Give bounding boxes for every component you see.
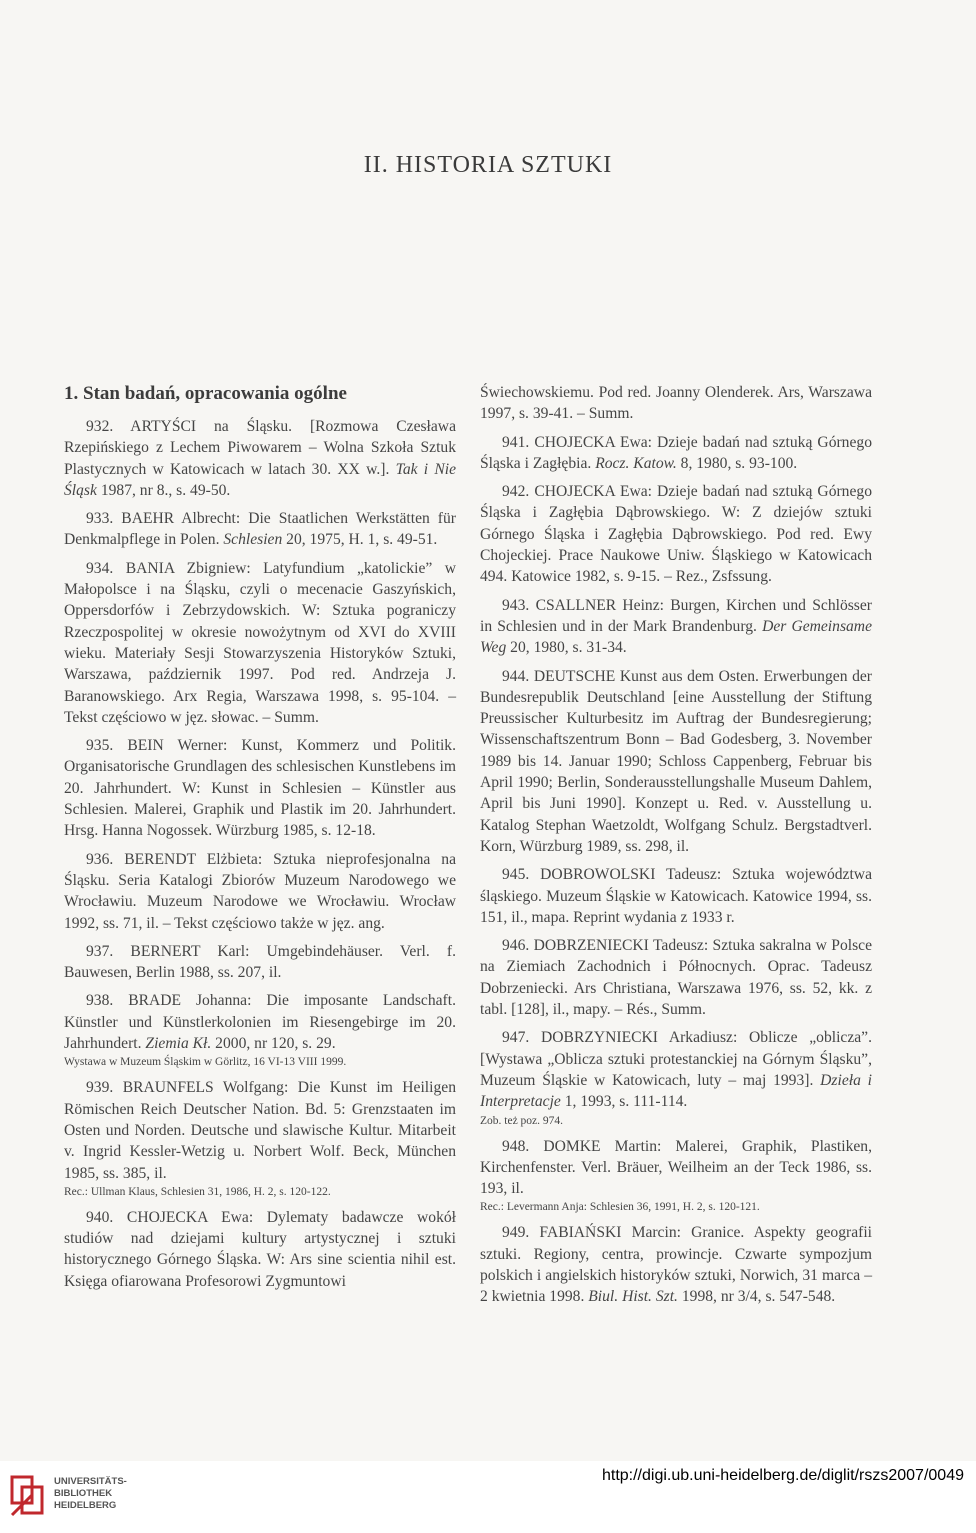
entry-main-text: 938. BRADE Johanna: Die imposante Landschaft. Künstler und Künstlerkolonien im Riesengebirge im 20. Jahrhundert. xyxy=(64,992,456,1053)
library-name-line: HEIDELBERG xyxy=(54,1500,117,1511)
entry-main-text: 949. FABIAŃSKI Marcin: Granice. Aspekty geografii sztuki. Regiony, centra, prowincje. Czwarte sympozjum polskich i angielskich historyków sztuki, Norwich, 31 marca – 2 kwietnia 1998. xyxy=(480,1224,872,1306)
library-name-line: BIBLIOTHEK xyxy=(54,1488,113,1499)
entry-citation-details: 1987, nr 8., s. 49-50. xyxy=(96,481,231,499)
entry-main-text: 939. BRAUNFELS Wolfgang: Die Kunst im Heiligen Römischen Reich Deutscher Nation. Bd. 5: Grenzstaaten im Osten und Norden. Deutsche und slawische Kultur. Mitarbeit v. Ingrid Kessler-Wetzig u. Norbert Wolf. Beck, München 1985, ss. 385, il. xyxy=(64,1079,456,1182)
page-title: II. HISTORIA SZTUKI xyxy=(363,152,613,178)
bibliography-entry xyxy=(480,595,872,659)
entry-main-text: 932. ARTYŚCI na Śląsku. [Rozmowa Czesława Rzepińskiego z Lechem Piwowarem – Wolna Szkoła Sztuk Plastycznych w Katowicach w latach 30. XX w.]. xyxy=(64,418,456,478)
entry-text xyxy=(480,481,872,587)
entry-main-text: 933. BAEHR Albrecht: Die Staatlichen Werkstätten für Denkmalpflege in Polen. xyxy=(64,510,456,549)
entry-text xyxy=(480,1027,872,1112)
entry-text xyxy=(480,1136,872,1200)
bibliography-entry xyxy=(480,864,872,928)
entry-main-text: 943. CSALLNER Heinz: Burgen, Kirchen und Schlösser in Schlesien und in der Mark Brandenburg. xyxy=(480,596,872,635)
bibliography-entry xyxy=(64,849,456,934)
left-column xyxy=(64,382,456,1299)
entry-main-text: 946. DOBRZENIECKI Tadeusz: Sztuka sakralna w Polsce na Ziemiach Zachodnich i Północnych. Oprac. Tadeusz Dobrzeniecki. Ars Christiana, Warszawa 1976, ss. 52, kk. z tabl. [128], il., mapy. – Rés., Summ. xyxy=(480,937,872,1019)
entry-text xyxy=(64,990,456,1054)
entry-journal-title: Ziemia Kł. xyxy=(145,1035,212,1053)
entry-main-text: 936. BERENDT Elżbieta: Sztuka nieprofesjonalna na Śląsku. Seria Katalogi Zbiorów Muzeum Narodowego we Wrocławiu. Muzeum Narodowe we Wrocławiu. Wrocław 1992, ss. 71, il. – Tekst częściowo także w jęz. ang. xyxy=(64,850,456,932)
bibliography-entry xyxy=(480,432,872,475)
entry-journal-title: Biul. Hist. Szt. xyxy=(588,1288,678,1306)
bibliography-entry xyxy=(480,1136,872,1216)
entry-note: Zob. też poz. 974. xyxy=(480,1114,564,1127)
bibliography-entry xyxy=(64,508,456,551)
entry-note: Wystawa w Muzeum Śląskim w Görlitz, 16 VI-13 VIII 1999. xyxy=(64,1056,347,1069)
entry-citation-details: 20, 1980, s. 31-34. xyxy=(506,639,627,657)
entry-journal-title: Schlesien xyxy=(223,531,283,549)
entry-citation-details: 8, 1980, s. 93-100. xyxy=(676,454,798,472)
entry-journal-title: Rocz. Katow. xyxy=(595,454,677,472)
entry-main-text: 944. DEUTSCHE Kunst aus dem Osten. Erwerbungen der Bundesrepublik Deutschland [eine Ausstellung der Stiftung Preussischer Kulturbesitz im Auftrag der Bundesregierung; Wissenschaftszentrum Bonn – Bad Godesberg, 3. November 1989 bis 14. Januar 1990; Schloss Cappenberg, Februar bis April 1990; Berlin, Sonderausstellungshalle Museum Dahlem, April bis Juni 1990]. Konzept u. Red. v. Ausstellung u. Katalog Stephan Waetzoldt, Wolfgang Schulz. Bergstadtverl. Korn, Würzburg 1989, ss. 298, il. xyxy=(480,667,872,855)
entry-text xyxy=(64,558,456,728)
entry-main-text: 942. CHOJECKA Ewa: Dzieje badań nad sztuką Górnego Śląska i Zagłębia Dąbrowskiego. W: Z dziejów sztuki Górnego Śląska i Zagłębia Dąbrowskiego. Pod red. Ewy Chojeckiej. Prace Naukowe Uniw. Śląskiego w Katowicach 494. Katowice 1982, s. 9-15. – Rez., Zsfssung. xyxy=(480,483,872,586)
entry-text xyxy=(480,432,872,475)
right-entries xyxy=(480,432,872,1308)
bibliography-entry xyxy=(480,935,872,1020)
entry-text xyxy=(64,508,456,551)
entry-text xyxy=(480,935,872,1020)
bibliography-entry xyxy=(480,1027,872,1128)
bibliography-entry xyxy=(64,416,456,501)
bibliography-entry xyxy=(64,1077,456,1199)
entry-journal-title: Dzieła i Interpretacje xyxy=(480,1071,872,1111)
source-url-link[interactable]: http://digi.ub.uni-heidelberg.de/diglit/rszs2007/0049 xyxy=(601,1467,964,1484)
entry-main-text: 935. BEIN Werner: Kunst, Kommerz und Politik. Organisatorische Grundlagen des schlesischen Kunstlebens im 20. Jahrhundert. W: Kunst in Schlesien – Künstler aus Schlesien. Malerei, Graphik und Plastik im 20. Jahrhundert. Hrsg. Hanna Nogossek. Würzburg 1985, s. 12-18. xyxy=(64,737,456,840)
entry-text: Świechowskiemu. Pod red. Joanny Olenderek. Ars, Warszawa 1997, s. 39-41. – Summ. xyxy=(480,384,872,423)
entry-text xyxy=(480,864,872,928)
entry-main-text: 941. CHOJECKA Ewa: Dzieje badań nad sztuką Górnego Śląska i Zagłębia. xyxy=(480,433,872,472)
entry-main-text: 947. DOBRZYNIECKI Arkadiusz: Oblicze „oblicza”. [Wystawa „Oblicza sztuki protestanckiej na Górnym Śląsku”, Muzeum Śląskie w Katowicach, luty – maj 1993]. xyxy=(480,1029,872,1089)
bibliography-entry xyxy=(64,941,456,984)
entry-text xyxy=(64,941,456,984)
entry-main-text: 937. BERNERT Karl: Umgebindehäuser. Verl. f. Bauwesen, Berlin 1988, ss. 207, il. xyxy=(64,942,456,982)
entry-citation-details: 20, 1975, H. 1, s. 49-51. xyxy=(282,531,438,549)
library-name-line: UNIVERSITÄTS- xyxy=(54,1476,127,1487)
section-heading: 1. Stan badań, opracowania ogólne xyxy=(64,383,347,404)
entry-text xyxy=(480,595,872,659)
entry-note: Rec.: Levermann Anja: Schlesien 36, 1991, H. 2, s. 120-121. xyxy=(480,1201,760,1214)
right-column xyxy=(480,382,872,1315)
university-library-logo-icon xyxy=(10,1475,46,1517)
entry-main-text: 948. DOMKE Martin: Malerei, Graphik, Plastiken, Kirchenfenster. Verl. Bräuer, Weilheim an der Teck 1986, ss. 193, il. xyxy=(480,1137,872,1198)
entry-citation-details: 1998, nr 3/4, s. 547-548. xyxy=(677,1288,836,1306)
entry-main-text: 940. CHOJECKA Ewa: Dylematy badawcze wokół studiów nad dziejami kultury artystycznej i sztuki historycznego Górnego Śląska. W: Ars sine scientia nihil est. Księga ofiarowana Profesorowi Zygmuntowi xyxy=(64,1208,456,1290)
entry-citation-details: 2000, nr 120, s. 29. xyxy=(211,1035,336,1053)
entry-main-text: 945. DOBROWOLSKI Tadeusz: Sztuka województwa śląskiego. Muzeum Śląskie w Katowicach. Katowice 1994, ss. 151, il., mapa. Reprint wydania z 1933 r. xyxy=(480,866,872,926)
entry-note: Rec.: Ullman Klaus, Schlesien 31, 1986, H. 2, s. 120-122. xyxy=(64,1185,331,1198)
entry-text xyxy=(480,666,872,858)
bibliography-entry xyxy=(480,1222,872,1307)
entry-journal-title: Tak i Nie Śląsk xyxy=(64,460,456,499)
entry-citation-details: 1, 1993, s. 111-114. xyxy=(560,1093,688,1111)
footer-bar xyxy=(0,1461,976,1533)
bibliography-entry xyxy=(480,481,872,587)
entry-text xyxy=(64,735,456,841)
entry-journal-title: Der Gemeinsame Weg xyxy=(480,617,872,657)
library-name xyxy=(54,1476,127,1512)
entry-text xyxy=(480,1222,872,1307)
left-entries xyxy=(64,416,456,1292)
entry-text xyxy=(64,1207,456,1292)
entry-text xyxy=(64,1077,456,1183)
bibliography-entry xyxy=(64,1207,456,1292)
entry-text xyxy=(64,416,456,501)
bibliography-entry xyxy=(64,735,456,841)
entry-main-text: 934. BANIA Zbigniew: Latyfundium „katolickie” w Małopolsce i na Śląsku, czyli o mecenacie Gaszyńskich, Oppersdorfów i Zebrzydowskich. W: Sztuka pograniczy Rzeczpospolitej w okresie nowożytnym od XVI do XVIII wieku. Materiały Sesji Stowarzyszenia Historyków Sztuki, Warszawa, październik 1997. Pod red. Andrzeja J. Baranowskiego. Arx Regia, Warszawa 1998, s. 95-104. – Tekst częściowo w jęz. słowac. – Summ. xyxy=(64,559,456,726)
bibliography-entry xyxy=(64,558,456,728)
bibliography-entry xyxy=(480,666,872,858)
entry-text xyxy=(64,849,456,934)
bibliography-entry xyxy=(64,990,456,1070)
entry-continuation xyxy=(480,382,872,425)
